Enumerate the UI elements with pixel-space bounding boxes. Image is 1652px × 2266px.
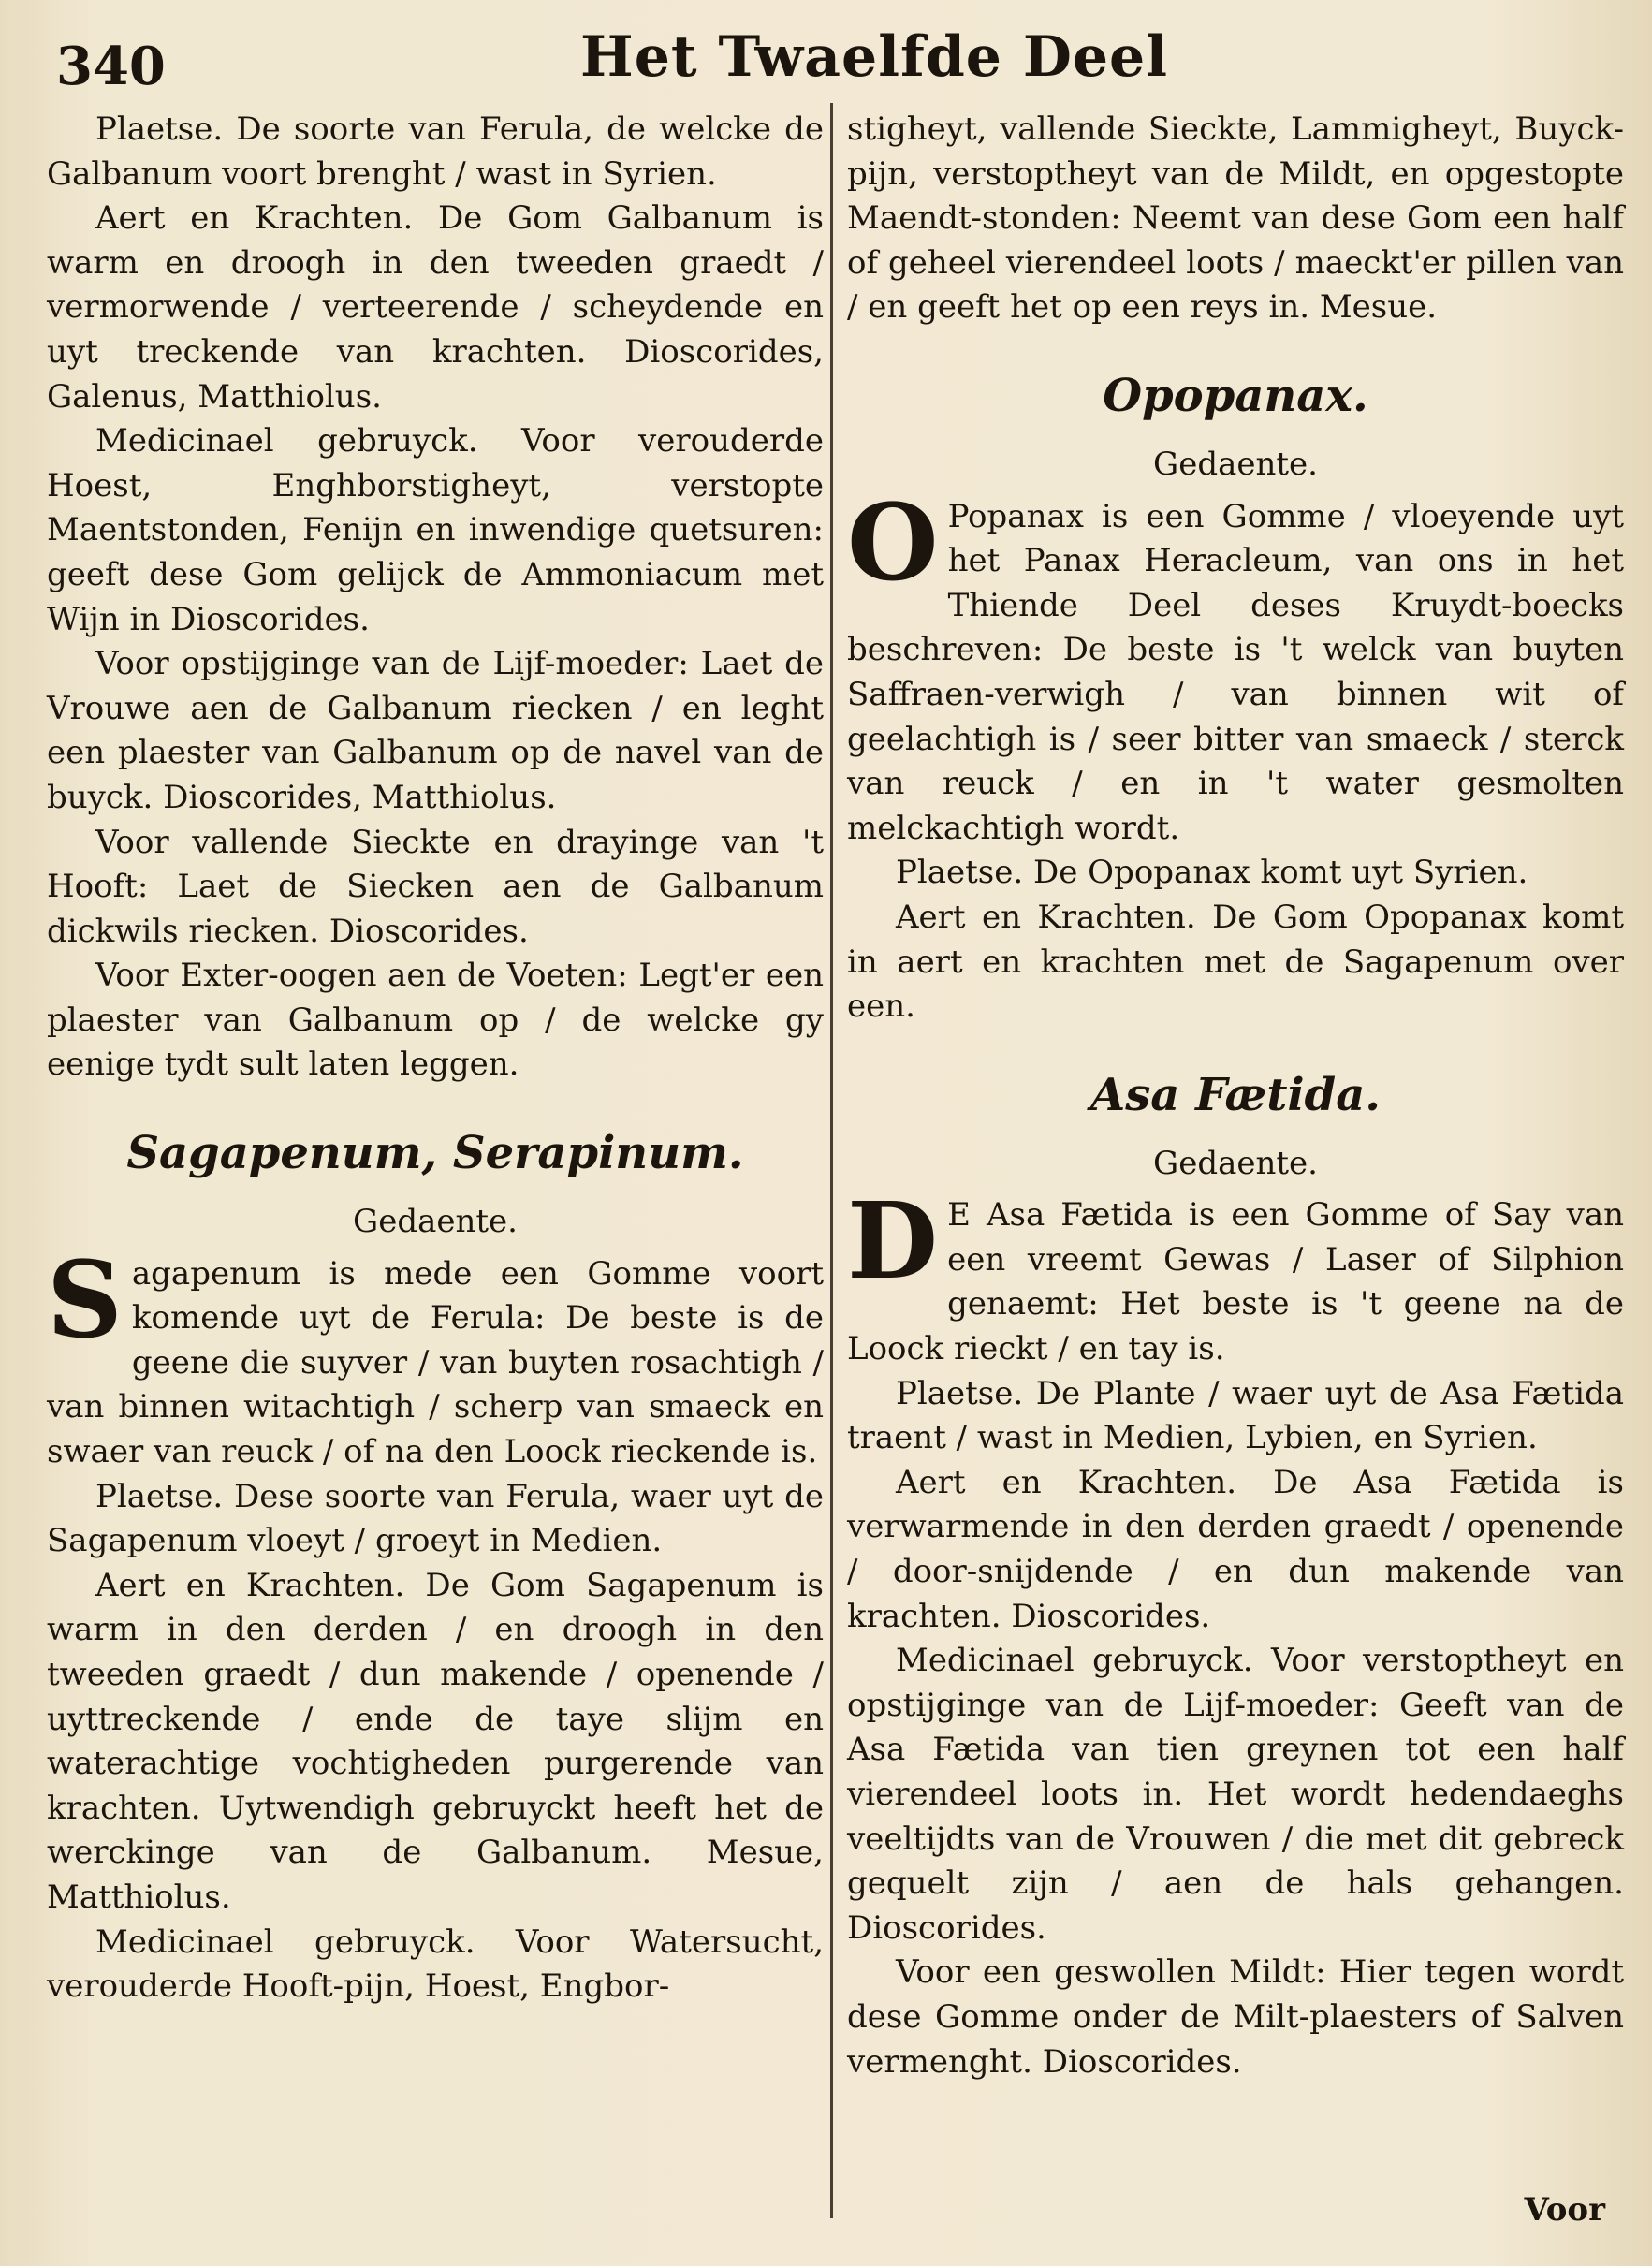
paragraph-text: E Asa Fætida is een Gomme of Say van een vreemt Gewas / Laser of Silphion genaemt: Het beste is 't geene na de Loock rieckt / en tay is. <box>847 1196 1624 1368</box>
left-column <box>47 108 824 2010</box>
section-heading: Sagapenum, Serapinum. <box>126 1127 744 1180</box>
paragraph: Voor Exter-oogen aen de Voeten: Legt'er een plaester van Galbanum op / de welcke gy eenige tydt sult laten leggen. <box>47 957 824 1084</box>
paragraph: Plaetse. Dese soorte van Ferula, waer uyt de Sagapenum vloeyt / groeyt in Medien. <box>47 1477 824 1560</box>
section-subheading: Gedaente. <box>1153 445 1318 483</box>
drop-cap: S <box>47 1238 123 1362</box>
paragraph-text: agapenum is mede een Gomme voort komende uyt de Ferula: De beste is de geene die suyver / van buyten rosachtigh / van binnen witachtigh / scherp van smaeck en swaer van reuck / of na den Loock rieckende is. <box>47 1254 824 1471</box>
paragraph: Voor opstijginge van de Lijf-moeder: Laet de Vrouwe aen de Galbanum riecken / en leght een plaester van Galbanum op de navel van de buyck. Dioscorides, Matthiolus. <box>47 645 824 816</box>
paragraph: Medicinael gebruyck. Voor Watersucht, verouderde Hooft-pijn, Hoest, Engbor- <box>47 1922 824 2006</box>
section-subheading: Gedaente. <box>1153 1144 1318 1182</box>
section-heading: Asa Fætida. <box>1089 1068 1382 1121</box>
paragraph <box>847 481 1624 852</box>
paragraph: Plaetse. De soorte van Ferula, de welcke de Galbanum voort brenght / wast in Syrien. <box>47 110 824 193</box>
paragraph: Aert en Krachten. De Gom Galbanum is warm en droogh in den tweeden graedt / vermorwende / verteerende / scheydende en uyt treckende van krachten. Dioscorides, Galenus, Matthiolus. <box>47 199 824 416</box>
paragraph: Aert en Krachten. De Gom Sagapenum is warm in den derden / en droogh in den tweeden graedt / dun makende / openende / uyttreckende / ende de taye slijm en waterachtige vochtigheden purgerende van krachten. Uytwendigh gebruyckt heeft het de werckinge van de Galbanum. Mesue, Matthiolus. <box>47 1566 824 1916</box>
page-header <box>56 17 1615 101</box>
paragraph: Aert en Krachten. De Gom Opopanax komt in aert en krachten met de Sagapenum over een. <box>847 898 1624 1026</box>
paragraph: stigheyt, vallende Sieckte, Lammigheyt, Buyck-pijn, verstoptheyt van de Mildt, en opgestopte Maendt-stonden: Neemt van dese Gom een half of geheel vierendeel loots / maeckt'er pillen van / en geeft het op een reys in. Mesue. <box>847 110 1624 327</box>
right-column <box>847 108 1624 2084</box>
paragraph <box>47 1238 824 1475</box>
running-title: Het Twaelfde Deel <box>580 24 1169 90</box>
column-divider <box>830 103 833 2218</box>
drop-cap: D <box>847 1180 939 1304</box>
paragraph: Voor een geswollen Mildt: Hier tegen wordt dese Gomme onder de Milt-plaesters of Salven vermenght. Dioscorides. <box>847 1953 1624 2081</box>
paragraph-text: Popanax is een Gomme / vloeyende uyt het Panax Heracleum, van ons in het Thiende Deel deses Kruydt-boecks beschreven: De beste is 't welck van buyten Saffraen-verwigh / van binnen wit of geelachtigh is / seer bitter van smaeck / sterck van reuck / en in 't water gesmolten melckachtigh wordt. <box>847 497 1624 847</box>
paragraph: Medicinael gebruyck. Voor verstoptheyt en opstijginge van de Lijf-moeder: Geeft van de Asa Fætida van tien greynen tot een half vierendeel loots in. Het wordt hedendaeghs veeltijdts van de Vrouwen / die met dit gebreck gequelt zijn / aen de hals gehangen. Dioscorides. <box>847 1642 1624 1947</box>
paragraph: Aert en Krachten. De Asa Fætida is verwarmende in den derden graedt / openende / door-snijdende / en dun makende van krachten. Dioscorides. <box>847 1463 1624 1635</box>
section-subheading: Gedaente. <box>353 1203 518 1241</box>
paragraph: Plaetse. De Opopanax komt uyt Syrien. <box>896 854 1528 892</box>
section-heading: Opopanax. <box>1103 369 1368 422</box>
page-number: 340 <box>56 36 166 97</box>
paragraph: Voor vallende Sieckte en drayinge van 't Hooft: Laet de Siecken aen de Galbanum dickwils riecken. Dioscorides. <box>47 823 824 950</box>
paragraph <box>847 1180 1624 1371</box>
catchword: Voor <box>1524 2191 1605 2229</box>
paragraph: Medicinael gebruyck. Voor verouderde Hoest, Enghborstigheyt, verstopte Maentstonden, Fenijn en inwendige quetsuren: geeft dese Gom gelijck de Ammoniacum met Wijn in Dioscorides. <box>47 422 824 638</box>
drop-cap: O <box>847 481 939 605</box>
paragraph: Plaetse. De Plante / waer uyt de Asa Fætida traent / wast in Medien, Lybien, en Syrien. <box>847 1374 1624 1457</box>
